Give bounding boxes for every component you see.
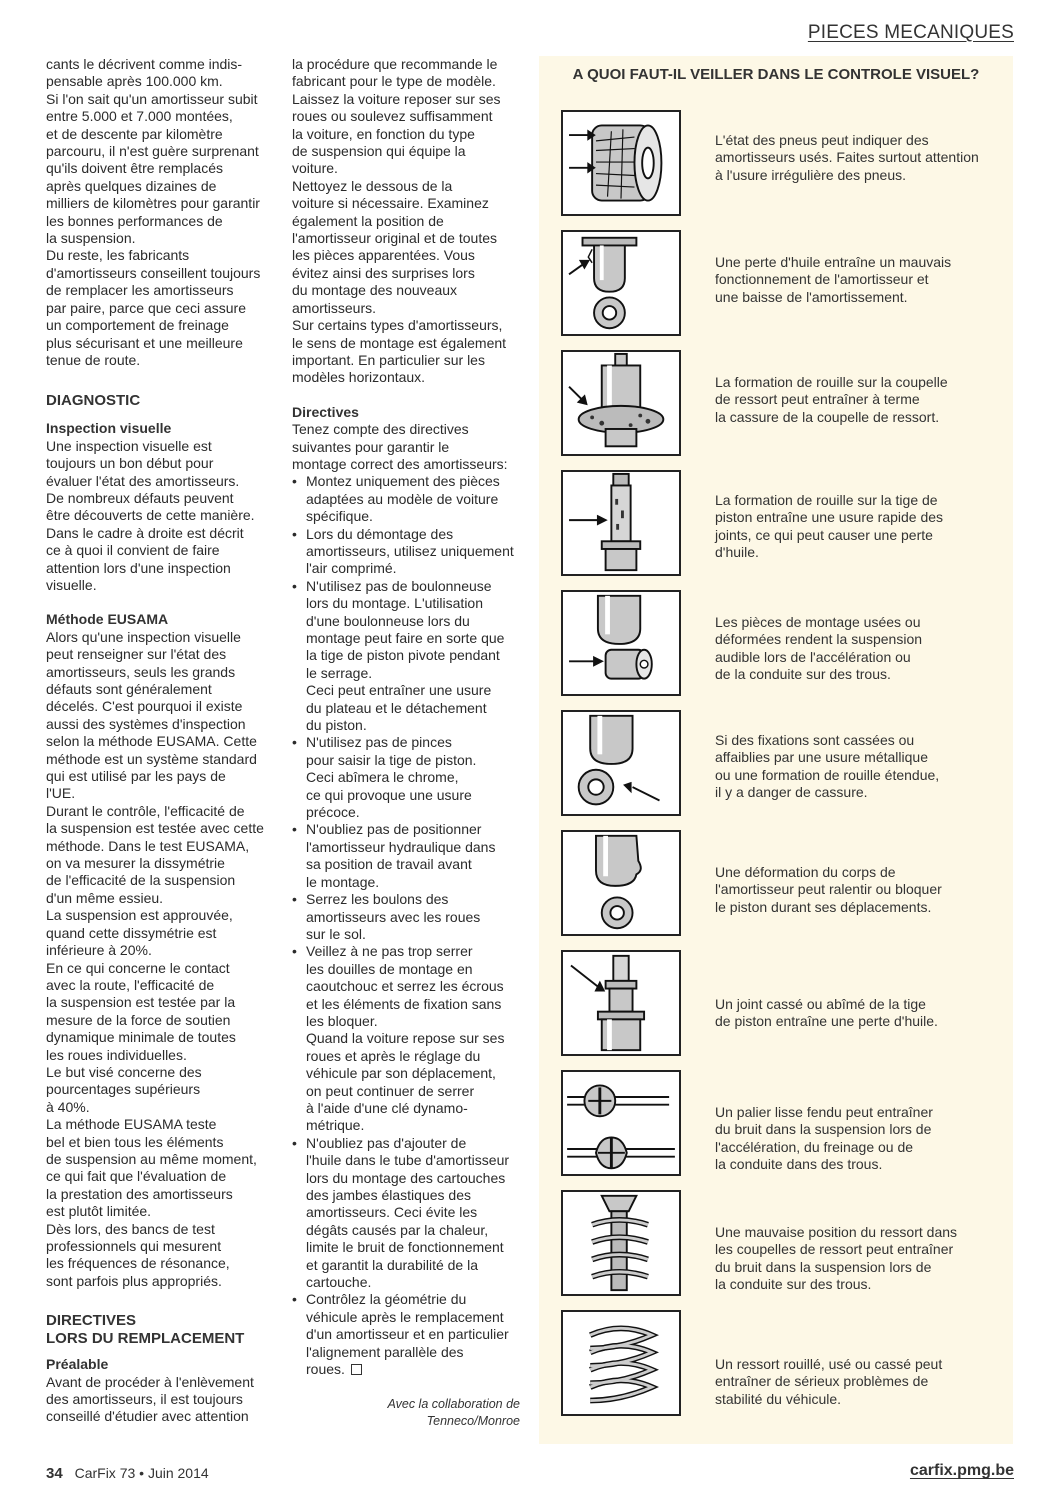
diagnostic-heading: DIAGNOSTIC (46, 392, 141, 410)
inspection-item-text: Un palier lisse fendu peut entraîner du bruit dans la suspension lors de l'accélération, du freinage ou de la conduite dans des trous. (715, 1104, 933, 1173)
directive-item: • N'utilisez pas de pinces pour saisir la tige de piston. Ceci abîmera le chrome, ce qui provoque une usure précoce. (292, 734, 524, 821)
broken-fixation-icon (561, 710, 681, 816)
text-column-1 (46, 56, 278, 1426)
worn-mount-icon (561, 590, 681, 696)
inspection-item-text: Une déformation du corps de l'amortisseur peut ralentir ou bloquer le piston durant ses déplacements. (715, 864, 942, 915)
directive-item: • Lors du démontage des amortisseurs, utilisez uniquement l'air comprimé. (292, 526, 524, 578)
section-header: PIECES MECANIQUES (807, 22, 1014, 43)
inspection-heading: Inspection visuelle (46, 420, 172, 437)
inspection-item (561, 230, 1001, 348)
directive-item: • Serrez les boulons des amortisseurs avec les roues sur le sol. (292, 891, 524, 943)
inspection-item (561, 1190, 1001, 1308)
intro-paragraph: cants le décrivent comme indis- pensable après 100.000 km. Si l'on sait qu'un amortisseur subit entre 5.000 et 7.000 montées, et de descente par kilomètre parcouru, il n'est guère surprenant qu'ils doivent être remplacés après quelques dizaines de milliers de kilomètres pour garantir les bonnes performances de la suspension. Du reste, les fabricants d'amortisseurs conseillent toujours de remplacer les amortisseurs par paire, parce que ceci assure un comportement de freinage plus sécurisant et une meilleure tenue de route. (46, 56, 261, 368)
prealable-heading: Préalable (46, 1356, 109, 1373)
directive-item: • Montez uniquement des pièces adaptées au modèle de voiture spécifique. (292, 473, 524, 525)
inspection-item-text: La formation de rouille sur la tige de piston entraîne une usure rapide des joints, ce qui peut causer une perte d'huile. (715, 492, 944, 561)
inspection-paragraph: Une inspection visuelle est toujours un bon début pour évaluer l'état des amortisseurs. De nombreux défauts peuvent être découverts de cette manière. Dans le cadre à droite est décrit ce à quoi il convient de faire attention lors d'une inspection visuelle. (46, 437, 255, 593)
inspection-item (561, 710, 1001, 828)
replacement-heading (46, 1312, 278, 1348)
inspection-item-text: La formation de rouille sur la coupelle de ressort peut entraîner à terme la cassure de la coupelle de ressort. (715, 374, 948, 425)
procedure-paragraph: la procédure que recommande le fabricant pour le type de modèle. Laissez la voiture reposer sur ses roues ou soulevez suffisamment la voiture, en fonction du type de suspension qui équipe la voiture. Nettoyez le dessous de la voiture si nécessaire. Examinez également la position de l'amortisseur original et de toutes les pièces apparentées. Vous évitez ainsi des surprises lors du montage des nouveaux amortisseurs. Sur certains types d'amortisseurs, le sens de montage est également important. En particulier sur les modèles horizontaux. (292, 56, 507, 386)
directive-item: • Veillez à ne pas trop serrer les douilles de montage en caoutchouc et serrez les écrous et les éléments de fixation sans les bloquer. Quand la voiture repose sur ses roues et après le réglage du véhicule par son déplacement, on peut continuer de serrer à l'aide d'une clé dynamo- métrique. (292, 943, 524, 1134)
page-number: 34 (46, 1465, 63, 1482)
inspection-item (561, 1310, 1001, 1428)
spring-seat-rust-icon (561, 350, 681, 456)
split-bushing-icon (561, 1070, 681, 1176)
end-mark-icon (351, 1364, 362, 1375)
tire-wear-icon (561, 110, 681, 216)
inspection-item-text: L'état des pneus peut indiquer des amortisseurs usés. Faites surtout attention à l'usure irrégulière des pneus. (715, 132, 979, 183)
box-title: A QUOI FAUT-IL VEILLER DANS LE CONTROLE VISUEL? (572, 66, 980, 83)
inspection-item (561, 1070, 1001, 1188)
eusama-heading: Méthode EUSAMA (46, 611, 169, 628)
inspection-item (561, 590, 1001, 708)
issue-label: CarFix 73 • Juin 2014 (74, 1465, 209, 1481)
footer-page-info (46, 1465, 209, 1482)
inspection-item (561, 470, 1001, 588)
directive-item: • N'oubliez pas d'ajouter de l'huile dans le tube d'amortisseur lors du montage des cartouches des jambes élastiques des amortisseurs. Ceci évite les dégâts causés par la chaleur, limite le bruit de fonctionnement et garantit la durabilité de la cartouche. (292, 1135, 524, 1292)
inspection-item-text: Un joint cassé ou abîmé de la tige de piston entraîne une perte d'huile. (715, 996, 938, 1030)
inspection-item (561, 950, 1001, 1068)
inspection-item-text: Un ressort rouillé, usé ou cassé peut entraîner de sérieux problèmes de stabilité du véhicule. (715, 1356, 943, 1407)
directive-item: • N'utilisez pas de boulonneuse lors du montage. L'utilisation d'une boulonneuse lors du montage peut faire en sorte que la tige de piston pivote pendant le serrage. Ceci peut entraîner une usure du plateau et le détachement du piston. (292, 578, 524, 735)
inspection-item (561, 830, 1001, 948)
spring-position-icon (561, 1190, 681, 1296)
inspection-item-text: Une mauvaise position du ressort dans les coupelles de ressort peut entraîner du bruit dans la suspension lors de la conduite sur des trous. (715, 1224, 958, 1293)
eusama-paragraph: Alors qu'une inspection visuelle peut renseigner sur l'état des amortisseurs, seuls les grands défauts sont généralement décelés. C'est pourquoi il existe aussi des systèmes d'inspection selon la méthode EUSAMA. Cette méthode est un système standard qui est utilisé par les pays de l'UE. Durant le contrôle, l'efficacité de la suspension est testée avec cette méthode. Dans le test EUSAMA, on va mesurer la dissymétrie de l'efficacité de la suspension d'un même essieu. La suspension est approuvée, quand cette dissymétrie est inférieure à 20%. En ce qui concerne le contact avec la route, l'efficacité de la suspension est testée par la mesure de la force de soutien dynamique minimale de toutes les roues individuelles. Le but visé concerne des pourcentages supérieurs à 40%. La méthode EUSAMA teste bel et bien tous les éléments de suspension au même moment, ce qui fait que l'évaluation de la prestation des amortisseurs est plutôt limitée. Dès lors, des bancs de test professionnels qui mesurent les fréquences de résonance, sont parfois plus appropriés. (46, 628, 264, 1289)
deformed-body-icon (561, 830, 681, 936)
prealable-paragraph: Avant de procéder à l'enlèvement des amortisseurs, il est toujours conseillé d'étudier avec attention (46, 1373, 254, 1425)
inspection-item-text: Une perte d'huile entraîne un mauvais fonctionnement de l'amortisseur et une baisse de l'amortissement. (715, 254, 952, 305)
directives-list (292, 473, 524, 1378)
directives-heading: Directives (292, 403, 359, 420)
replacement-heading-line-1: DIRECTIVES (46, 1312, 137, 1330)
directives-intro: Tenez compte des directives suivantes pour garantir le montage correct des amortisseurs: (292, 421, 508, 472)
rod-seal-icon (561, 950, 681, 1056)
credit-note: Avec la collaboration de Tenneco/Monroe (387, 1397, 520, 1428)
oil-leak-icon (561, 230, 681, 336)
directive-item: • N'oubliez pas de positionner l'amortisseur hydraulique dans sa position de travail avant le montage. (292, 821, 524, 891)
piston-rod-rust-icon (561, 470, 681, 576)
directive-item: • Contrôlez la géométrie du véhicule après le remplacement d'un amortisseur et en particulier l'alignement parallèle des roues. (292, 1291, 524, 1378)
inspection-item (561, 350, 1001, 468)
inspection-item-text: Les pièces de montage usées ou déformées rendent la suspension audible lors de l'accélération ou de la conduite sur des trous. (715, 614, 923, 683)
rusty-spring-icon (561, 1310, 681, 1416)
website-link[interactable]: carfix.pmg.be (909, 1462, 1014, 1479)
text-column-2 (292, 56, 524, 1378)
visual-inspection-box (539, 56, 1013, 1444)
replacement-heading-line-2: LORS DU REMPLACEMENT (46, 1330, 245, 1348)
inspection-item (561, 110, 1001, 228)
inspection-item-text: Si des fixations sont cassées ou affaiblies par une usure métallique ou une formation de rouille étendue, il y a danger de cassure. (715, 732, 940, 801)
